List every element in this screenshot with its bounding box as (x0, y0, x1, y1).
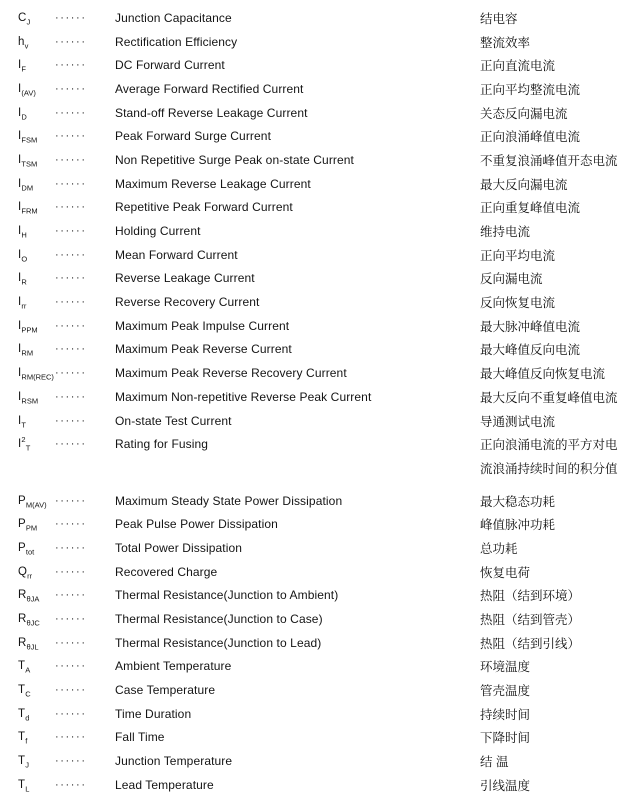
chinese-term: 最大峰值反向电流 (480, 343, 581, 358)
chinese-term: 最大反向不重复峰值电流 (480, 390, 618, 405)
english-term: Peak Forward Surge Current (115, 129, 271, 144)
glossary-row (0, 361, 637, 385)
symbol-base: T (18, 707, 26, 720)
english-term: Repetitive Peak Forward Current (115, 200, 293, 215)
glossary-row (0, 385, 637, 409)
symbol-label (18, 201, 55, 216)
symbol-subscript: L (25, 784, 30, 794)
symbol-base: Q (18, 565, 28, 578)
chinese-term: 最大脉冲峰值电流 (480, 319, 581, 334)
symbol-label (18, 367, 55, 382)
dots-leader: ······ (55, 494, 87, 507)
english-term: Thermal Resistance(Junction to Lead) (115, 635, 322, 650)
dots-leader: ······ (55, 153, 87, 166)
glossary-row (0, 631, 637, 655)
chinese-term: 热阻（结到管壳） (480, 613, 581, 628)
glossary-row (0, 77, 637, 101)
symbol-subscript: M(AV) (25, 499, 47, 509)
glossary-row (0, 456, 637, 480)
chinese-term: 不重复浪涌峰值开态电流 (480, 153, 618, 168)
symbol-base: h (18, 35, 25, 48)
chinese-term: 正向直流电流 (480, 59, 556, 74)
dots-leader: ······ (55, 248, 87, 261)
glossary-row (0, 6, 637, 30)
symbol-label (18, 518, 55, 533)
symbol-label (18, 589, 55, 604)
chinese-term: 整流效率 (480, 35, 531, 50)
symbol-base: R (18, 613, 27, 626)
dots-leader: ······ (55, 296, 87, 309)
symbol-base: I (18, 414, 22, 427)
dots-leader: ······ (55, 613, 87, 626)
symbol-subscript: FRM (21, 206, 38, 216)
symbol-label (18, 130, 55, 145)
glossary-row (0, 172, 637, 196)
symbol-base: I (18, 367, 22, 380)
dots-leader: ······ (55, 130, 87, 143)
dots-leader: ······ (55, 201, 87, 214)
dots-leader: ······ (55, 319, 87, 332)
symbol-base: I (18, 177, 22, 190)
glossary-row (0, 749, 637, 773)
chinese-term: 反向恢复电流 (480, 296, 556, 311)
symbol-base: I (18, 319, 22, 332)
chinese-term: 关态反向漏电流 (480, 106, 568, 121)
dots-leader: ······ (55, 755, 87, 768)
symbol-label (18, 225, 55, 240)
dots-leader: ······ (55, 438, 87, 451)
dots-leader: ······ (55, 707, 87, 720)
english-term: Time Duration (115, 706, 192, 721)
symbol-base: T (18, 684, 26, 697)
symbol-subscript: θJL (26, 642, 39, 652)
symbol-subscript: J (25, 760, 29, 770)
symbol-label (18, 319, 55, 335)
dots-leader: ······ (55, 731, 87, 744)
symbol-label (18, 566, 55, 578)
symbol-label (18, 755, 55, 770)
symbol-base: I (18, 59, 22, 72)
chinese-term: 正向平均整流电流 (480, 82, 581, 97)
chinese-term: 正向浪涌电流的平方对电 (480, 438, 618, 453)
dots-leader: ······ (55, 589, 87, 602)
symbol-label (18, 59, 55, 74)
glossary-row (0, 409, 637, 433)
dots-leader: ······ (55, 414, 87, 427)
symbol-subscript: RSM (21, 396, 39, 406)
symbol-base: I (18, 82, 22, 95)
english-term: Rating for Fusing (115, 437, 209, 452)
glossary-row (0, 678, 637, 702)
english-term: Thermal Resistance(Junction to Ambient) (115, 588, 339, 603)
symbol-label (18, 731, 55, 746)
symbol-subscript: C (25, 689, 31, 699)
glossary-row (0, 584, 637, 608)
symbol-base: I (18, 201, 22, 214)
symbol-subscript: O (21, 254, 28, 264)
symbol-subscript: RM (21, 348, 34, 358)
chinese-term: 流浪涌持续时间的积分值 (480, 461, 618, 476)
chinese-term: 热阻（结到引线） (480, 636, 581, 651)
symbol-label (18, 390, 55, 406)
symbol-base: R (18, 636, 27, 649)
english-term: Maximum Peak Reverse Recovery Current (115, 366, 347, 381)
symbol-label (18, 36, 55, 48)
glossary-list (0, 6, 637, 797)
symbol-subscript: d (25, 713, 30, 723)
dots-leader: ······ (55, 390, 87, 403)
chinese-term: 正向平均电流 (480, 248, 556, 263)
dots-leader: ······ (55, 35, 87, 48)
dots-leader: ······ (55, 778, 87, 791)
dots-leader: ······ (55, 660, 87, 673)
english-term: Lead Temperature (115, 777, 214, 792)
symbol-label (18, 636, 55, 652)
symbol-base: I (18, 248, 22, 261)
symbol-label (18, 660, 55, 675)
english-term: Maximum Peak Impulse Current (115, 318, 290, 333)
symbol-label (18, 11, 55, 27)
english-term: Average Forward Rectified Current (115, 81, 304, 96)
symbol-base: T (18, 778, 26, 791)
dots-leader: ······ (55, 518, 87, 531)
chinese-term: 环境温度 (480, 660, 531, 675)
symbol-base: T (18, 660, 26, 673)
symbol-base: I (18, 390, 22, 403)
symbol-subscript: v (24, 40, 29, 50)
english-term: Reverse Recovery Current (115, 295, 260, 310)
glossary-row (0, 148, 637, 172)
chinese-term: 热阻（结到环境） (480, 589, 581, 604)
symbol-base: I (18, 130, 22, 143)
symbol-label (18, 272, 55, 287)
glossary-row (0, 101, 637, 125)
symbol-base: I (18, 438, 22, 451)
chinese-term: 正向重复峰值电流 (480, 201, 581, 216)
chinese-term: 导通测试电流 (480, 414, 556, 429)
glossary-row (0, 314, 637, 338)
glossary-row (0, 702, 637, 726)
symbol-base: T (18, 731, 26, 744)
dots-leader: ······ (55, 565, 87, 578)
dots-leader: ······ (55, 225, 87, 238)
english-term: Case Temperature (115, 683, 216, 698)
symbol-base: I (18, 272, 22, 285)
english-term: DC Forward Current (115, 58, 225, 73)
chinese-term: 最大反向漏电流 (480, 177, 568, 192)
dots-leader: ······ (55, 82, 87, 95)
chinese-term: 管壳温度 (480, 684, 531, 699)
dots-leader: ······ (55, 106, 87, 119)
symbol-subscript: T (25, 443, 31, 453)
symbol-label (18, 107, 55, 119)
glossary-row (0, 219, 637, 243)
chinese-term: 结 温 (480, 755, 509, 770)
symbol-label (18, 707, 55, 723)
symbol-label (18, 435, 55, 453)
english-term: Stand-off Reverse Leakage Current (115, 105, 308, 120)
english-term: Reverse Leakage Current (115, 271, 255, 286)
chinese-term: 结电容 (480, 11, 518, 26)
symbol-base: T (18, 755, 26, 768)
glossary-row (0, 290, 637, 314)
english-term: Ambient Temperature (115, 659, 232, 674)
dots-leader: ······ (55, 177, 87, 190)
symbol-subscript: θJA (26, 594, 40, 604)
english-term: Total Power Dissipation (115, 540, 243, 555)
glossary-row (0, 432, 637, 456)
symbol-base: P (18, 541, 26, 554)
english-term: Mean Forward Current (115, 247, 238, 262)
chinese-term: 最大稳态功耗 (480, 494, 556, 509)
chinese-term: 总功耗 (480, 541, 518, 556)
english-term: On-state Test Current (115, 413, 232, 428)
symbol-subscript: R (21, 277, 27, 287)
symbol-subscript: rr (21, 301, 27, 311)
glossary-row (0, 53, 637, 77)
english-term: Non Repetitive Surge Peak on-state Current (115, 152, 354, 167)
symbol-label (18, 82, 55, 98)
dots-leader: ······ (55, 636, 87, 649)
chinese-term: 峰值脉冲功耗 (480, 518, 556, 533)
symbol-subscript: F (21, 64, 26, 74)
symbol-subscript: PPM (21, 325, 38, 335)
chinese-term: 反向漏电流 (480, 272, 543, 287)
symbol-subscript: PM (25, 523, 38, 533)
symbol-label (18, 684, 55, 699)
symbol-label (18, 541, 55, 557)
glossary-row (0, 607, 637, 631)
chinese-term: 正向浪涌峰值电流 (480, 130, 581, 145)
symbol-label (18, 296, 55, 311)
glossary-row (0, 773, 637, 797)
symbol-superscript: 2 (21, 435, 26, 445)
glossary-row (0, 726, 637, 750)
symbol-subscript: θJC (26, 618, 40, 628)
symbol-base: C (18, 11, 27, 24)
symbol-subscript: T (21, 419, 26, 429)
symbol-label (18, 178, 55, 190)
glossary-row (0, 338, 637, 362)
dots-leader: ······ (55, 367, 87, 380)
english-term: Rectification Efficiency (115, 34, 238, 49)
glossary-row (0, 196, 637, 220)
english-term: Maximum Steady State Power Dissipation (115, 493, 343, 508)
symbol-base: I (18, 296, 22, 309)
symbol-subscript: rr (27, 570, 33, 580)
chinese-term: 维持电流 (480, 225, 531, 240)
symbol-label (18, 495, 55, 507)
glossary-row (0, 560, 637, 584)
dots-leader: ······ (55, 272, 87, 285)
english-term: Fall Time (115, 730, 165, 745)
symbol-base: R (18, 589, 27, 602)
symbol-base: P (18, 518, 26, 531)
dots-leader: ······ (55, 11, 87, 24)
english-term: Recovered Charge (115, 564, 218, 579)
english-term: Maximum Peak Reverse Current (115, 342, 292, 357)
dots-leader: ······ (55, 59, 87, 72)
glossary-row (0, 655, 637, 679)
symbol-base: P (18, 494, 26, 507)
symbol-base: I (18, 343, 22, 356)
glossary-row (0, 124, 637, 148)
symbol-subscript: (AV) (21, 88, 36, 98)
symbol-label (18, 153, 55, 169)
symbol-subscript: tot (25, 547, 35, 557)
symbol-subscript: J (26, 17, 31, 27)
glossary-row (0, 267, 637, 291)
chinese-term: 最大峰值反向恢复电流 (480, 367, 606, 382)
symbol-subscript: FSM (21, 135, 38, 145)
symbol-label (18, 343, 55, 358)
glossary-row (0, 243, 637, 267)
dots-leader: ······ (55, 541, 87, 554)
symbol-label (18, 415, 55, 427)
symbol-label (18, 248, 55, 264)
dots-leader: ······ (55, 343, 87, 356)
english-term: Holding Current (115, 224, 201, 239)
symbol-subscript: TSM (21, 159, 38, 169)
chinese-term: 引线温度 (480, 778, 531, 793)
symbol-subscript: RM(REC) (21, 372, 54, 382)
english-term: Maximum Reverse Leakage Current (115, 176, 311, 191)
symbol-base: I (18, 153, 22, 166)
symbol-subscript: A (25, 665, 31, 675)
symbol-base: I (18, 106, 22, 119)
dots-leader: ······ (55, 684, 87, 697)
chinese-term: 持续时间 (480, 707, 531, 722)
symbol-subscript: H (21, 230, 27, 240)
english-term: Thermal Resistance(Junction to Case) (115, 612, 323, 627)
symbol-subscript: DM (21, 182, 34, 192)
english-term: Maximum Non-repetitive Reverse Peak Current (115, 389, 372, 404)
symbol-subscript: f (25, 736, 28, 746)
symbol-label (18, 778, 55, 794)
english-term: Junction Capacitance (115, 10, 232, 25)
glossary-row (0, 512, 637, 536)
symbol-label (18, 613, 55, 628)
english-term: Junction Temperature (115, 754, 233, 769)
glossary-row (0, 536, 637, 560)
glossary-row (0, 30, 637, 54)
symbol-subscript: D (21, 111, 27, 121)
chinese-term: 恢复电荷 (480, 565, 531, 580)
english-term: Peak Pulse Power Dissipation (115, 517, 278, 532)
glossary-row (0, 489, 637, 513)
symbol-base: I (18, 225, 22, 238)
chinese-term: 下降时间 (480, 731, 531, 746)
